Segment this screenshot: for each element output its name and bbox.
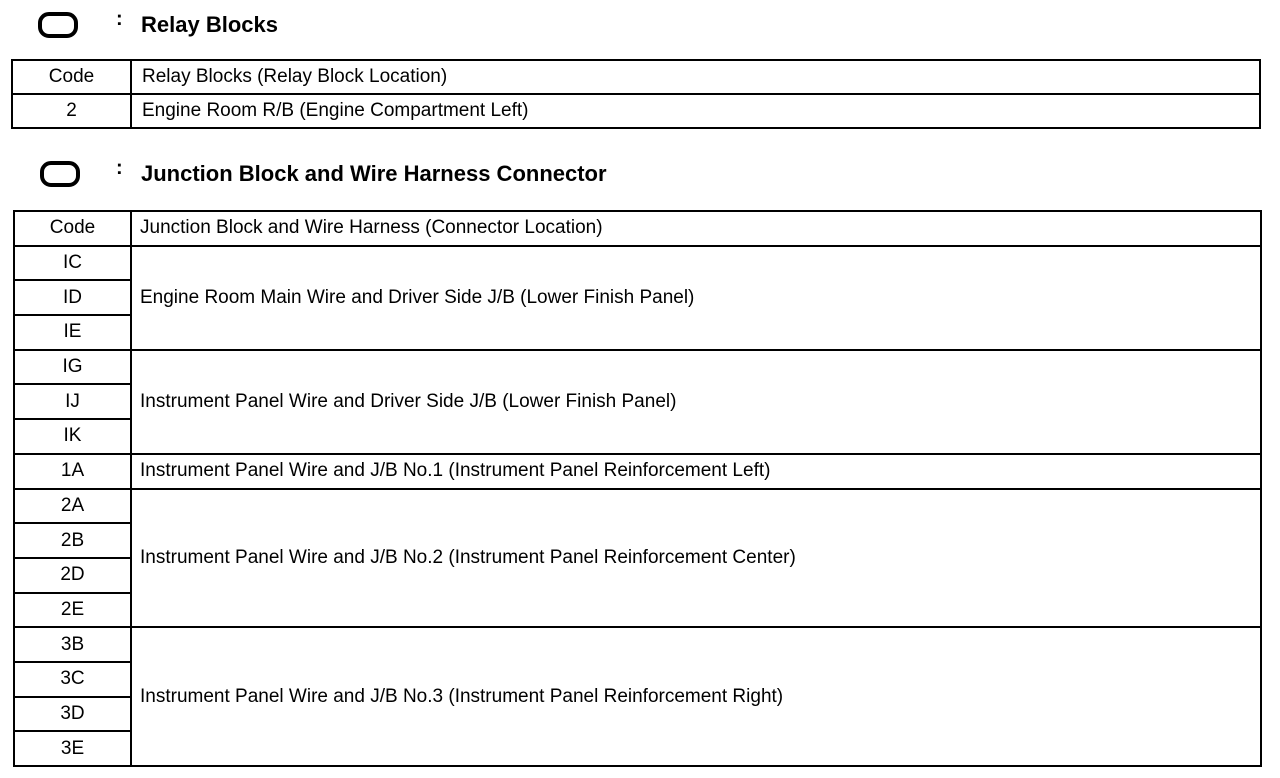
code-cell: 3C <box>14 662 131 697</box>
code-cell: 3B <box>14 627 131 662</box>
table-row <box>14 627 1261 662</box>
relay-blocks-table <box>11 59 1261 129</box>
code-cell: ID <box>14 280 131 315</box>
code-cell: IK <box>14 419 131 454</box>
code-cell: 2E <box>14 593 131 628</box>
table-row <box>14 246 1261 281</box>
location-cell: Instrument Panel Wire and J/B No.1 (Instrument Panel Reinforcement Left) <box>131 454 1261 489</box>
code-column-header: Code <box>12 60 131 94</box>
table-row <box>14 454 1261 489</box>
junction-block-table <box>13 210 1262 767</box>
relay-block-symbol-icon <box>38 12 78 38</box>
location-cell: Instrument Panel Wire and J/B No.3 (Instrument Panel Reinforcement Right) <box>131 627 1261 766</box>
code-cell: IG <box>14 350 131 385</box>
code-column-header: Code <box>14 211 131 246</box>
junction-block-heading <box>0 157 1280 195</box>
relay-blocks-title: Relay Blocks <box>141 12 278 37</box>
code-cell: 1A <box>14 454 131 489</box>
location-column-header: Junction Block and Wire Harness (Connector Location) <box>131 211 1261 246</box>
junction-block-title: Junction Block and Wire Harness Connector <box>141 161 607 186</box>
code-cell: 3D <box>14 697 131 732</box>
table-row <box>14 350 1261 385</box>
table-header-row <box>14 211 1261 246</box>
location-cell: Engine Room Main Wire and Driver Side J/B (Lower Finish Panel) <box>131 246 1261 350</box>
code-cell: 2 <box>12 94 131 128</box>
relay-blocks-heading <box>0 8 1280 46</box>
table-row <box>12 94 1260 128</box>
code-cell: IC <box>14 246 131 281</box>
code-cell: 3E <box>14 731 131 766</box>
location-cell: Engine Room R/B (Engine Compartment Left) <box>131 94 1260 128</box>
code-cell: IE <box>14 315 131 350</box>
code-cell: IJ <box>14 384 131 419</box>
junction-heading-colon: : <box>116 157 123 179</box>
code-cell: 2A <box>14 489 131 524</box>
table-header-row <box>12 60 1260 94</box>
junction-block-symbol-icon <box>40 161 80 187</box>
location-cell: Instrument Panel Wire and J/B No.2 (Instrument Panel Reinforcement Center) <box>131 489 1261 628</box>
table-row <box>14 489 1261 524</box>
code-cell: 2D <box>14 558 131 593</box>
location-column-header: Relay Blocks (Relay Block Location) <box>131 60 1260 94</box>
code-cell: 2B <box>14 523 131 558</box>
location-cell: Instrument Panel Wire and Driver Side J/B (Lower Finish Panel) <box>131 350 1261 454</box>
relay-heading-colon: : <box>116 8 123 30</box>
